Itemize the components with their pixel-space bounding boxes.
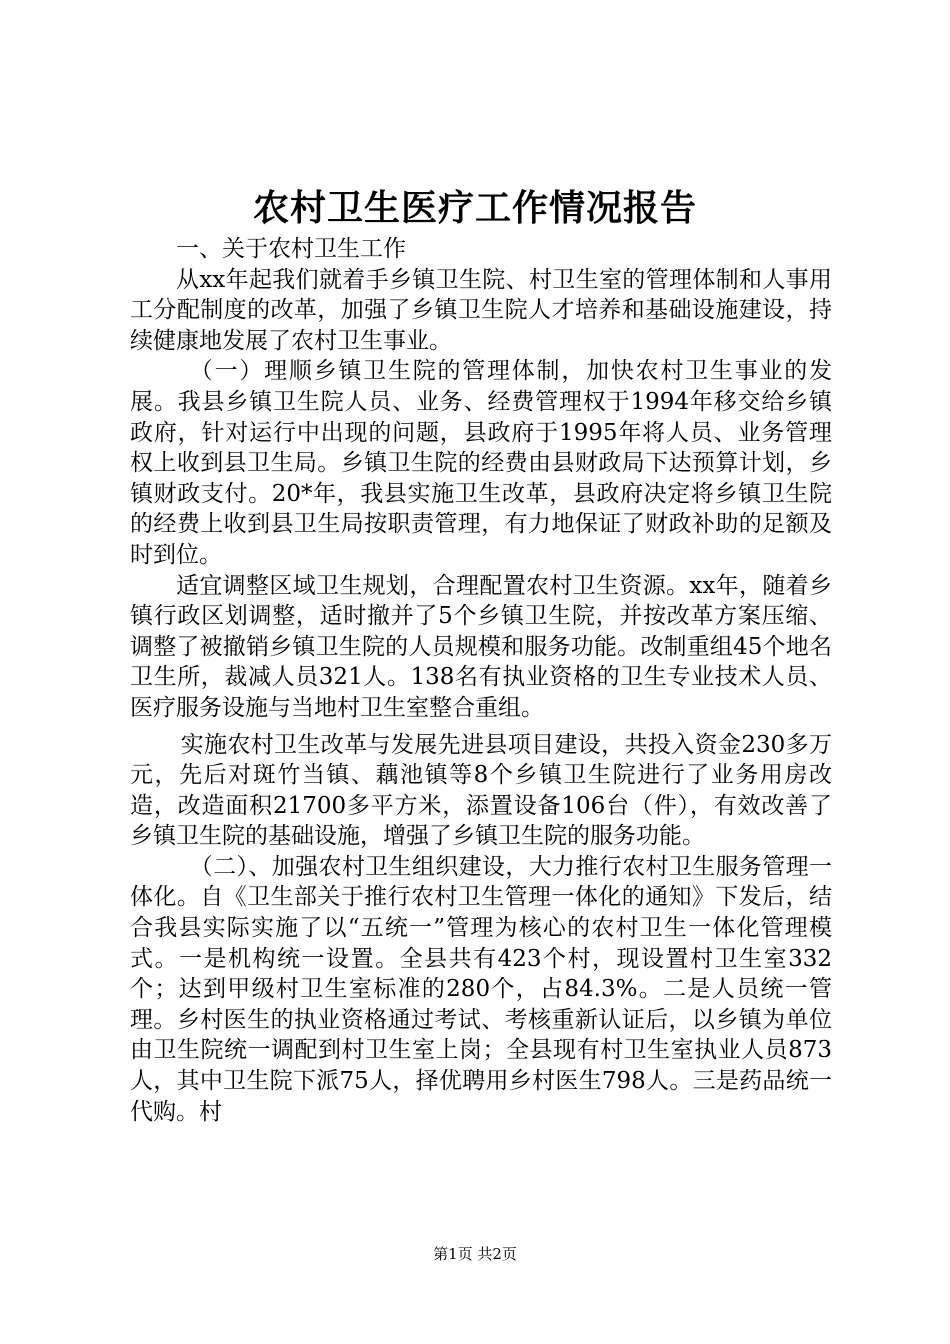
paragraph-subsection-1: （一）理顺乡镇卫生院的管理体制，加快农村卫生事业的发展。我县乡镇卫生院人员、业务、经费管理权于1994年移交给乡镇政府，针对运行中出现的问题，县政府于1995年将人员、业务管理权上收到县卫生局。乡镇卫生院的经费由县财政局下达预算计划，乡镇财政支付。20*年，我县实施卫生改革，县政府决定将乡镇卫生院的经费上收到县卫生局按职责管理，有力地保证了财政补助的足额及时到位。 [130,358,832,568]
paragraph-regional-planning: 适宜调整区域卫生规划，合理配置农村卫生资源。xx年，随着乡镇行政区划调整，适时撤并了5个乡镇卫生院，并按改革方案压缩、调整了被撤销乡镇卫生院的人员规模和服务功能。改制重组45个地名卫生所，裁减人员321人。138名有执业资格的卫生专业技术人员、医疗服务设施与当地村卫生室整合重组。 [130,572,832,721]
paragraph-intro: 从xx年起我们就着手乡镇卫生院、村卫生室的管理体制和人事用工分配制度的改革，加强了乡镇卫生院人才培养和基础设施建设，持续健康地发展了农村卫生事业。 [130,266,832,354]
document-body [130,234,832,1127]
section-heading: 一、关于农村卫生工作 [176,236,406,262]
document-title: 农村卫生医疗工作情况报告 [252,187,697,229]
page-footer: 第1页 共2页 [433,1245,517,1263]
paragraph-subsection-2: （二）、加强农村卫生组织建设，大力推行农村卫生服务管理一体化。自《卫生部关于推行农村卫生管理一体化的通知》下发后，结合我县实际实施了以“五统一”管理为核心的农村卫生一体化管理模式。一是机构统一设置。全县共有423个村，现设置村卫生室332个；达到甲级村卫生室标准的280个，占84.3%。二是人员统一管理。乡村医生的执业资格通过考试、考核重新认证后，以乡镇为单位由卫生院统一调配到村卫生室上岗；全县现有村卫生室执业人员873人，其中卫生院下派75人，择优聘用乡村医生798人。三是药品统一代购。村 [130,853,832,1125]
paragraph-project-construction: 实施农村卫生改革与发展先进县项目建设，共投入资金230多万元，先后对斑竹当镇、藕池镇等8个乡镇卫生院进行了业务用房改造，改造面积21700多平方米，添置设备106台（件），有效改善了乡镇卫生院的基础设施，增强了乡镇卫生院的服务功能。 [130,731,832,850]
